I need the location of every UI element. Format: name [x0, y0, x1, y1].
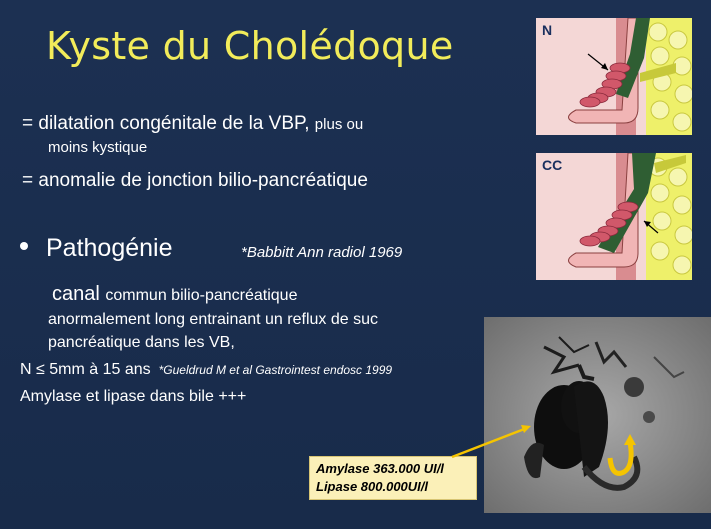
normal-junction-illustration — [536, 18, 692, 135]
definition-main: = dilatation congénitale de la VBP, — [22, 113, 310, 134]
choledochal-cyst-diagram — [536, 153, 692, 280]
canal-rest: commun bilio-pancréatique — [105, 287, 298, 304]
lipase-value: Lipase 800.000UI/l — [316, 479, 429, 494]
cholangiography-image — [484, 317, 711, 513]
definition-small: plus ou — [314, 116, 364, 133]
normal-label: N — [542, 22, 553, 38]
babbitt-reference: *Babbitt Ann radiol 1969 — [241, 244, 403, 261]
normal-junction-diagram — [536, 18, 692, 135]
normal-size-text: N ≤ 5mm à 15 ans — [20, 361, 151, 378]
gueldrud-reference: *Gueldrud M et al Gastrointest endosc 1999 — [158, 363, 393, 377]
slide-title: Kyste du Cholédoque — [46, 24, 454, 68]
normal-size-line — [20, 361, 392, 379]
definition-line-1-cont: moins kystique — [48, 139, 148, 156]
reflux-line-1: anormalement long entrainant un reflux de suc — [48, 311, 378, 328]
xray-illustration — [484, 317, 711, 513]
pathogenie-bullet — [20, 234, 173, 263]
definition-line-1 — [22, 113, 363, 135]
enzyme-levels-callout — [309, 456, 477, 500]
definition-line-2: = anomalie de jonction bilio-pancréatique — [22, 170, 368, 191]
canal-line — [52, 283, 297, 306]
reflux-line-2: pancréatique dans les VB, — [48, 334, 235, 351]
bullet-label: Pathogénie — [46, 234, 173, 262]
bullet-dot-icon — [20, 242, 28, 250]
cyst-label: CC — [542, 157, 563, 173]
canal-word: canal — [52, 283, 100, 305]
amylase-lipase-line: Amylase et lipase dans bile +++ — [20, 388, 247, 405]
amylase-value: Amylase 363.000 UI/l — [316, 461, 444, 476]
